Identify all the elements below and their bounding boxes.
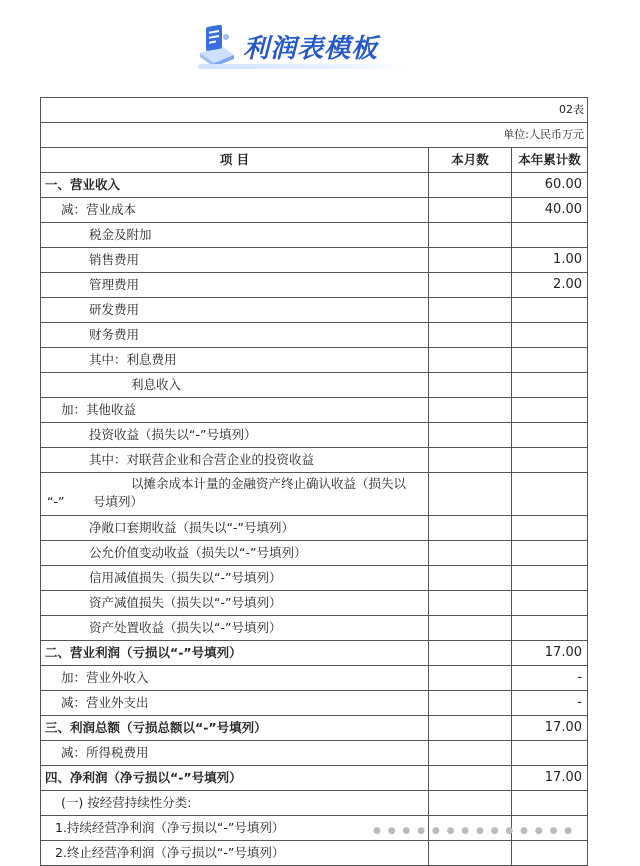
row-item-label: (一) 按经营持续性分类: bbox=[61, 795, 192, 810]
row-month-cell bbox=[429, 423, 512, 447]
table-row bbox=[40, 741, 588, 766]
row-month-cell bbox=[429, 566, 512, 590]
table-row bbox=[40, 616, 588, 641]
row-item-label: 一、营业收入 bbox=[45, 177, 121, 192]
title-underline bbox=[198, 64, 408, 69]
row-item-cell bbox=[40, 716, 429, 740]
row-ytd-cell bbox=[512, 591, 588, 615]
table-row bbox=[40, 348, 588, 373]
row-month-cell bbox=[429, 791, 512, 815]
income-statement-table bbox=[40, 97, 588, 866]
row-item-cell bbox=[40, 348, 429, 372]
header-ytd: 本年累计数 bbox=[512, 148, 588, 172]
table-row bbox=[40, 791, 588, 816]
row-item-cell bbox=[40, 298, 429, 322]
table-row bbox=[40, 273, 588, 298]
document-logo-icon bbox=[196, 25, 236, 69]
row-ytd-cell bbox=[512, 473, 588, 515]
row-month-cell bbox=[429, 691, 512, 715]
row-item-label: 减：所得税费用 bbox=[61, 745, 149, 760]
row-item-cell bbox=[40, 766, 429, 790]
row-ytd-cell: 2.00 bbox=[512, 273, 588, 297]
row-ytd-cell bbox=[512, 298, 588, 322]
row-item-label: 三、利润总额（亏损总额以“-”号填列） bbox=[45, 720, 267, 735]
row-ytd-cell bbox=[512, 741, 588, 765]
row-ytd-cell bbox=[512, 423, 588, 447]
row-month-cell bbox=[429, 666, 512, 690]
table-header-row bbox=[40, 148, 588, 173]
row-month-cell bbox=[429, 448, 512, 472]
row-item-label: 以摊余成本计量的金融资产终止确认收益（损失以 bbox=[131, 476, 407, 491]
row-item-cell bbox=[40, 223, 429, 247]
table-row bbox=[40, 173, 588, 198]
row-item-cell bbox=[40, 516, 429, 540]
row-month-cell bbox=[429, 323, 512, 347]
row-item-label: 2.终止经营净利润（净亏损以“-”号填列） bbox=[55, 845, 285, 860]
row-item-cell bbox=[40, 591, 429, 615]
row-item-label: 公允价值变动收益（损失以“-”号填列） bbox=[89, 545, 307, 560]
table-row bbox=[40, 666, 588, 691]
row-month-cell bbox=[429, 473, 512, 515]
row-item-label: 税金及附加 bbox=[89, 227, 152, 242]
row-month-cell bbox=[429, 591, 512, 615]
row-ytd-cell bbox=[512, 323, 588, 347]
row-ytd-cell bbox=[512, 373, 588, 397]
row-item-cell bbox=[40, 373, 429, 397]
row-month-cell bbox=[429, 373, 512, 397]
row-item-cell bbox=[40, 248, 429, 272]
row-item-cell bbox=[40, 423, 429, 447]
row-item-label-cont: 号填列） bbox=[93, 494, 144, 509]
row-month-cell bbox=[429, 173, 512, 197]
row-item-cell bbox=[40, 173, 429, 197]
row-ytd-cell bbox=[512, 791, 588, 815]
row-ytd-cell: - bbox=[512, 666, 588, 690]
row-month-cell bbox=[429, 716, 512, 740]
header-item: 项 目 bbox=[40, 148, 429, 172]
form-number-row bbox=[40, 97, 588, 123]
row-month-cell bbox=[429, 616, 512, 640]
row-item-label: 资产处置收益（损失以“-”号填列） bbox=[89, 620, 282, 635]
table-row bbox=[40, 448, 588, 473]
table-row bbox=[40, 223, 588, 248]
row-item-cell bbox=[40, 541, 429, 565]
table-row bbox=[40, 298, 588, 323]
row-month-cell bbox=[429, 348, 512, 372]
row-item-cell bbox=[40, 448, 429, 472]
row-item-label: 投资收益（损失以“-”号填列） bbox=[89, 427, 257, 442]
table-row bbox=[40, 373, 588, 398]
row-ytd-cell: 40.00 bbox=[512, 198, 588, 222]
row-ytd-cell: - bbox=[512, 691, 588, 715]
page-title: 利润表模板 bbox=[243, 34, 379, 64]
form-number: 02表 bbox=[40, 98, 588, 122]
row-ytd-cell bbox=[512, 516, 588, 540]
table-row bbox=[40, 473, 588, 516]
row-item-cell bbox=[40, 398, 429, 422]
row-ytd-cell: 17.00 bbox=[512, 641, 588, 665]
row-item-label: 资产减值损失（损失以“-”号填列） bbox=[89, 595, 282, 610]
row-ytd-cell: 1.00 bbox=[512, 248, 588, 272]
row-ytd-cell bbox=[512, 541, 588, 565]
table-row bbox=[40, 716, 588, 741]
row-item-cell bbox=[40, 791, 429, 815]
table-body bbox=[40, 173, 588, 866]
header-month: 本月数 bbox=[429, 148, 512, 172]
row-item-cell bbox=[40, 841, 429, 865]
row-item-label: 研发费用 bbox=[89, 302, 140, 317]
table-row bbox=[40, 398, 588, 423]
row-month-cell bbox=[429, 298, 512, 322]
row-month-cell bbox=[429, 741, 512, 765]
row-ytd-cell bbox=[512, 398, 588, 422]
row-item-label: 管理费用 bbox=[89, 277, 140, 292]
row-ytd-cell bbox=[512, 348, 588, 372]
row-item-label: 其中：利息费用 bbox=[89, 352, 177, 367]
row-item-label: 信用减值损失（损失以“-”号填列） bbox=[89, 570, 282, 585]
row-ytd-cell bbox=[512, 616, 588, 640]
row-ytd-cell bbox=[512, 223, 588, 247]
table-row bbox=[40, 841, 588, 866]
row-item-label-cont: “-” bbox=[47, 494, 65, 509]
row-month-cell bbox=[429, 641, 512, 665]
row-item-cell bbox=[40, 323, 429, 347]
row-month-cell bbox=[429, 841, 512, 865]
page-header bbox=[0, 0, 640, 90]
row-item-cell bbox=[40, 741, 429, 765]
row-item-label: 销售费用 bbox=[89, 252, 140, 267]
table-row bbox=[40, 566, 588, 591]
row-item-label: 二、营业利润（亏损以“-”号填列） bbox=[45, 645, 242, 660]
unit-row bbox=[40, 123, 588, 148]
row-month-cell bbox=[429, 248, 512, 272]
table-row bbox=[40, 198, 588, 223]
row-item-cell bbox=[40, 473, 429, 515]
row-item-cell bbox=[40, 816, 429, 840]
unit-label: 单位:人民币万元 bbox=[40, 123, 588, 147]
row-item-cell bbox=[40, 616, 429, 640]
row-month-cell bbox=[429, 541, 512, 565]
row-item-label: 财务费用 bbox=[89, 327, 140, 342]
row-item-cell bbox=[40, 666, 429, 690]
row-ytd-cell: 17.00 bbox=[512, 716, 588, 740]
row-ytd-cell bbox=[512, 448, 588, 472]
row-month-cell bbox=[429, 766, 512, 790]
row-ytd-cell: 60.00 bbox=[512, 173, 588, 197]
table-row bbox=[40, 591, 588, 616]
row-item-label: 加：其他收益 bbox=[61, 402, 137, 417]
row-item-cell bbox=[40, 273, 429, 297]
row-ytd-cell bbox=[512, 566, 588, 590]
row-item-label: 加：营业外收入 bbox=[61, 670, 149, 685]
row-item-cell bbox=[40, 641, 429, 665]
row-month-cell bbox=[429, 398, 512, 422]
row-month-cell bbox=[429, 223, 512, 247]
row-item-label: 减：营业外支出 bbox=[61, 695, 149, 710]
row-item-label: 净敞口套期收益（损失以“-”号填列） bbox=[89, 520, 294, 535]
row-item-label: 利息收入 bbox=[131, 377, 182, 392]
row-month-cell bbox=[429, 516, 512, 540]
row-item-label: 其中：对联营企业和合营企业的投资收益 bbox=[89, 452, 315, 467]
row-item-label: 四、净利润（净亏损以“-”号填列） bbox=[45, 770, 242, 785]
row-item-cell bbox=[40, 566, 429, 590]
row-ytd-cell bbox=[512, 841, 588, 865]
table-row bbox=[40, 323, 588, 348]
scroll-hint-dots: ● ● ● ● ● ● ● ● ● ● ● ● ● ● bbox=[373, 826, 575, 836]
row-ytd-cell: 17.00 bbox=[512, 766, 588, 790]
row-item-cell bbox=[40, 691, 429, 715]
row-item-cell bbox=[40, 198, 429, 222]
table-row bbox=[40, 691, 588, 716]
row-item-label: 1.持续经营净利润（净亏损以“-”号填列） bbox=[55, 820, 285, 835]
table-row bbox=[40, 516, 588, 541]
row-month-cell bbox=[429, 198, 512, 222]
row-month-cell bbox=[429, 273, 512, 297]
table-row bbox=[40, 423, 588, 448]
table-row bbox=[40, 766, 588, 791]
table-row bbox=[40, 541, 588, 566]
row-item-label: 减：营业成本 bbox=[61, 202, 137, 217]
table-row bbox=[40, 248, 588, 273]
table-row bbox=[40, 641, 588, 666]
